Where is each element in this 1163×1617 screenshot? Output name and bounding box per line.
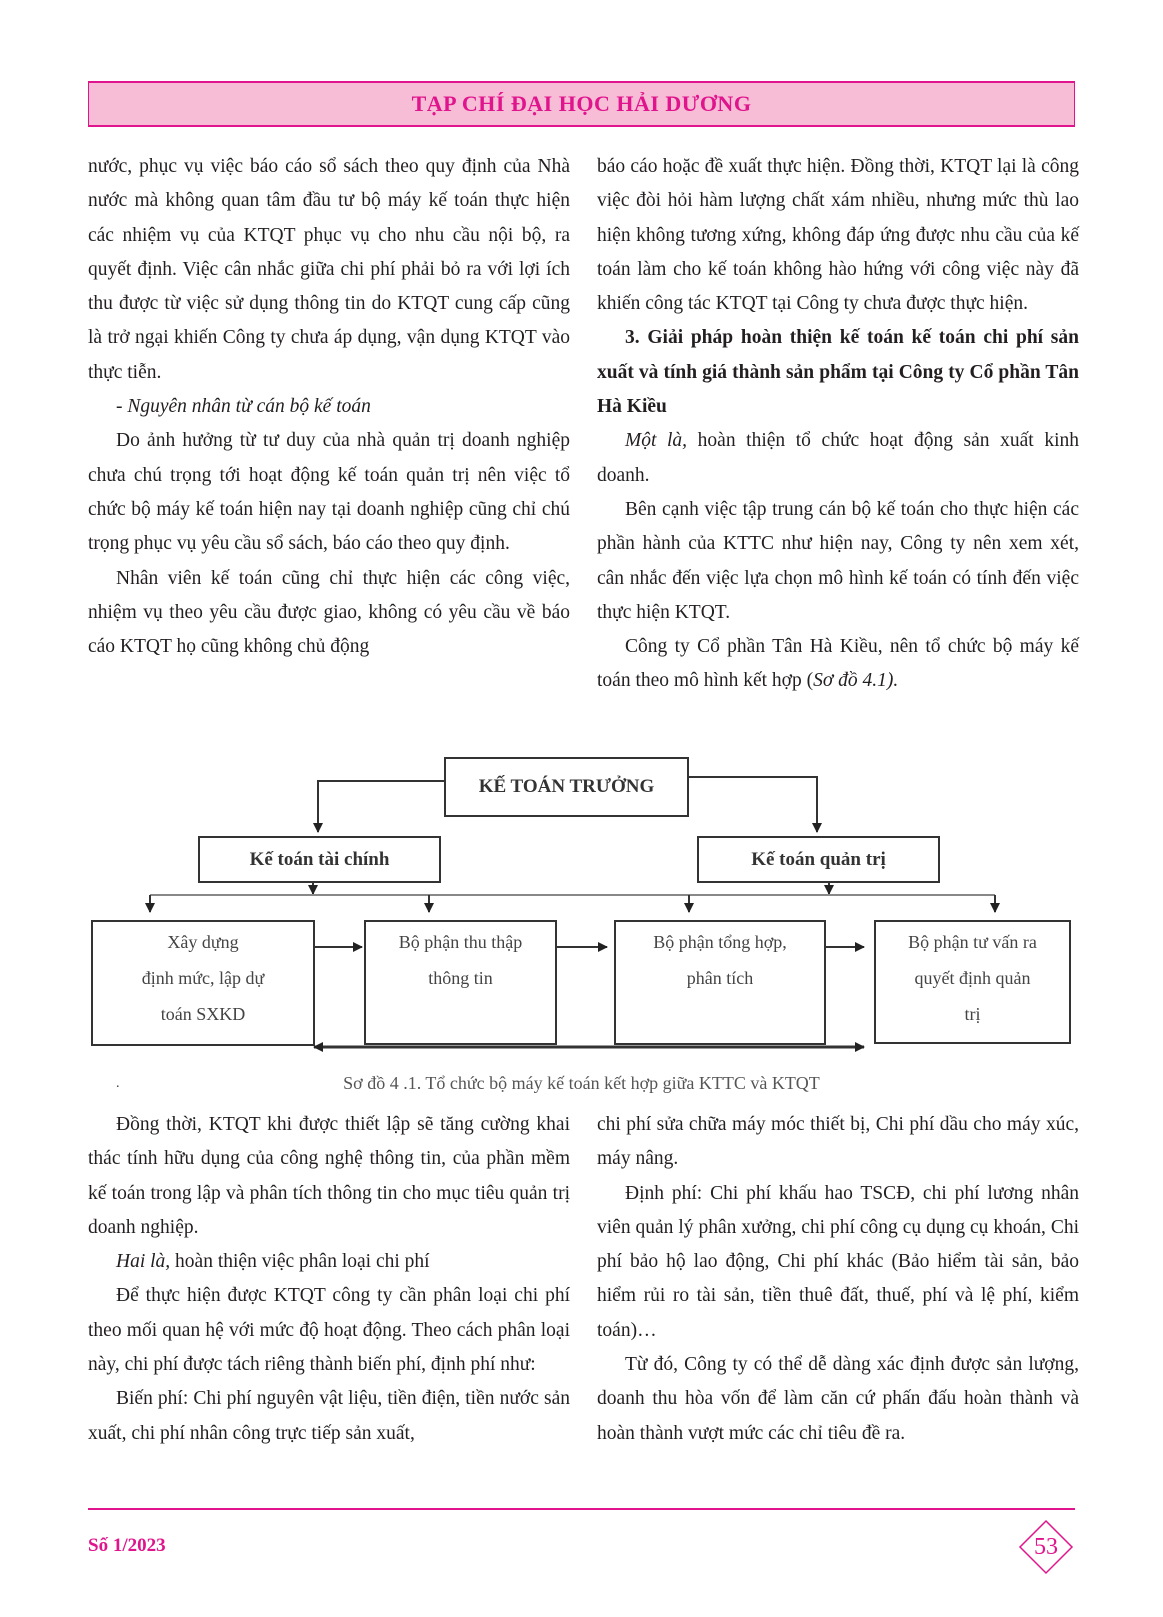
top-left-column	[88, 150, 570, 664]
footer-divider	[88, 1508, 1075, 1510]
paragraph: nước, phục vụ việc báo cáo sổ sách theo quy định của Nhà nước mà không quan tâm đầu tư bộ máy kế toán thực hiện các nhiệm vụ của KTQT phục vụ cho nhu cầu nội bộ, ra quyết định. Việc cân nhắc giữa chi phí phải bỏ ra với lợi ích thu được từ việc sử dụng thông tin do KTQT cung cấp cũng là trở ngại khiến Công ty chưa áp dụng, vận dụng KTQT vào thực tiễn.	[88, 156, 570, 383]
paragraph: Bên cạnh việc tập trung cán bộ kế toán cho thực hiện các phần hành của KTTC như hiện nay, Công ty nên xem xét, cân nhắc đến việc lựa chọn mô hình kế toán có tính đến việc thực hiện KTQT.	[597, 498, 1079, 623]
box-label: KẾ TOÁN TRƯỞNG	[478, 776, 655, 797]
paragraph	[597, 424, 1079, 493]
paragraph-text: ).	[886, 670, 899, 692]
paragraph	[597, 630, 1079, 699]
bottom-left-column	[88, 1108, 570, 1451]
paragraph	[88, 1245, 570, 1279]
paragraph: Đồng thời, KTQT khi được thiết lập sẽ tăng cường khai thác tính hữu dụng của công nghệ thông tin, của phần mềm kế toán trong lập và phân tích thông tin cho mục tiêu quản trị doanh nghiệp.	[88, 1114, 570, 1238]
paragraph-lead: Hai là,	[116, 1251, 171, 1273]
top-right-column	[597, 150, 1079, 699]
figure-reference-link: Sơ đồ 4.1	[813, 670, 887, 692]
page-number: 53	[1034, 1533, 1058, 1560]
paragraph-text: hoàn thiện việc phân loại chi phí	[170, 1251, 430, 1273]
paragraph: Định phí: Chi phí khấu hao TSCĐ, chi phí lương nhân viên quản lý phân xưởng, chi phí công cụ dụng cụ khoán, Chi phí bảo hộ lao động, Chi phí khác (Bảo hiểm tài sản, bảo hiểm rủi ro tài sản, tiền thuê đất, thuế, phí và lệ phí, kiểm toán)…	[597, 1182, 1079, 1341]
issue-number: Số 1/2023	[88, 1535, 166, 1556]
advisory-unit-box	[874, 920, 1071, 1044]
paragraph: Nhân viên kế toán cũng chỉ thực hiện các công việc, nhiệm vụ theo yêu cầu được giao, không có yêu cầu về báo cáo KTQT họ cũng không chủ động	[88, 567, 570, 658]
box-label: Kế toán quản trị	[751, 848, 886, 870]
paragraph: Do ảnh hưởng từ tư duy của nhà quản trị doanh nghiệp chưa chú trọng tới hoạt động kế toán quản trị nên việc tổ chức bộ máy kế toán hiện nay tại doanh nghiệp cũng chỉ chú trọng phục vụ yêu cầu sổ sách, báo cáo theo quy định.	[88, 430, 570, 555]
paragraph: chi phí sửa chữa máy móc thiết bị, Chi phí dầu cho máy xúc, máy nâng.	[597, 1114, 1079, 1170]
figure-caption: Sơ đồ 4 .1. Tổ chức bộ máy kế toán kết hợp giữa KTTC và KTQT	[343, 1073, 820, 1093]
management-accounting-box	[697, 836, 940, 883]
paragraph-text: hoàn thiện tổ chức hoạt động sản xuất kinh doanh.	[597, 430, 1079, 486]
paragraph-text: Công ty Cổ phần Tân Hà Kiều, nên tổ chức bộ máy kế toán theo mô hình kết hợp (	[597, 636, 1079, 692]
box-label-line: quyết định quản	[914, 968, 1031, 988]
box-label-line: Bộ phận tư vấn ra	[908, 932, 1037, 952]
budgeting-unit-box	[91, 920, 315, 1046]
financial-accounting-box	[198, 836, 441, 883]
paragraph: Từ đó, Công ty có thể dễ dàng xác định được sản lượng, doanh thu hòa vốn để làm căn cứ phấn đấu hoàn thành và hoàn thành vượt mức các chỉ tiêu đề ra.	[597, 1354, 1079, 1444]
box-label-line: định mức, lập dự	[141, 968, 265, 988]
box-label-line: Xây dựng	[167, 932, 239, 952]
org-chart-diagram	[88, 750, 1075, 1060]
box-label-line: Bộ phận tổng hợp,	[653, 932, 787, 952]
analysis-unit-box	[614, 920, 826, 1045]
stray-mark: .	[116, 1076, 120, 1091]
box-label-line: phân tích	[686, 968, 754, 988]
box-label-line: thông tin	[428, 968, 493, 988]
box-label-line: Bộ phận thu thập	[398, 932, 523, 952]
box-label: Kế toán tài chính	[249, 848, 390, 870]
paragraph-lead: Một là,	[625, 430, 688, 452]
data-collection-unit-box	[364, 920, 557, 1045]
box-label-line: trị	[964, 1004, 981, 1024]
journal-title: TẠP CHÍ ĐẠI HỌC HẢI DƯƠNG	[411, 91, 752, 116]
section-heading: 3. Giải pháp hoàn thiện kế toán kế toán chi phí sản xuất và tính giá thành sản phẩm tại Công ty Cổ phần Tân Hà Kiều	[597, 327, 1079, 418]
chief-accountant-box	[444, 757, 689, 817]
journal-header-band	[88, 81, 1075, 127]
paragraph: báo cáo hoặc đề xuất thực hiện. Đồng thời, KTQT lại là công việc đòi hỏi hàm lượng chất xám nhiều, nhưng mức thù lao hiện không tương xứng, không đáp ứng được nhu cầu của kế toán làm cho kế toán không hào hứng với công việc này đã khiến công tác KTQT tại Công ty chưa được thực hiện.	[597, 156, 1079, 315]
bottom-right-column	[597, 1108, 1079, 1451]
subheading: - Nguyên nhân từ cán bộ kế toán	[116, 396, 371, 418]
paragraph: Biến phí: Chi phí nguyên vật liệu, tiền điện, tiền nước sản xuất, chi phí nhân công trực tiếp sản xuất,	[88, 1388, 570, 1444]
paragraph: Để thực hiện được KTQT công ty cần phân loại chi phí theo mối quan hệ với mức độ hoạt động. Theo cách phân loại này, chi phí được tách riêng thành biến phí, định phí như:	[88, 1285, 570, 1376]
page-number-badge	[1018, 1519, 1074, 1575]
box-label-line: toán SXKD	[160, 1004, 246, 1024]
